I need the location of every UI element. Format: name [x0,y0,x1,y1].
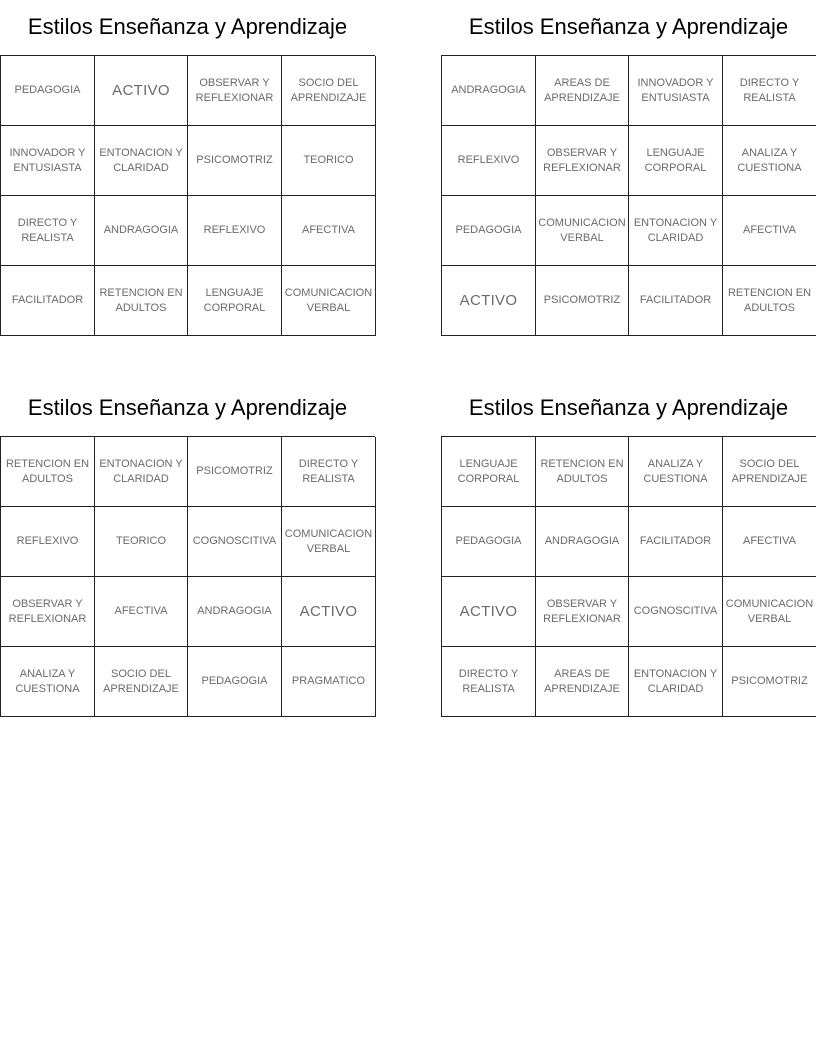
grid-cell: LENGUAJE CORPORAL [442,437,536,507]
grid-cell: OBSERVAR Y REFLEXIONAR [1,577,95,647]
grid-cell: ENTONACION Y CLARIDAD [95,126,188,196]
grid-cell: COMUNICACION VERBAL [282,266,376,336]
grid-cell: REFLEXIVO [442,126,536,196]
grid-cell: INNOVADOR Y ENTUSIASTA [1,126,95,196]
grid-cell: ANDRAGOGIA [536,507,629,577]
grid-cell: OBSERVAR Y REFLEXIONAR [536,577,629,647]
grid-cell: RETENCION EN ADULTOS [95,266,188,336]
grid-cell: ENTONACION Y CLARIDAD [95,437,188,507]
grid-cell: REFLEXIVO [188,196,282,266]
grid-cell: COMUNICACION VERBAL [723,577,816,647]
grid-cell: RETENCION EN ADULTOS [723,266,816,336]
grid-cell: ANDRAGOGIA [95,196,188,266]
grid-cell: FACILITADOR [629,266,723,336]
grid-cell: PEDAGOGIA [188,647,282,717]
grid-cell: TEORICO [282,126,376,196]
grid-cell: DIRECTO Y REALISTA [282,437,376,507]
bingo-card-3 [0,381,375,717]
grid-cell: AFECTIVA [282,196,376,266]
grid-cell: DIRECTO Y REALISTA [1,196,95,266]
grid-cell: ACTIVO [282,577,376,647]
bingo-card-1 [0,0,375,336]
bingo-card-4 [441,381,816,717]
grid-cell: ACTIVO [95,56,188,126]
grid-cell: PSICOMOTRIZ [536,266,629,336]
grid-cell: SOCIO DEL APRENDIZAJE [282,56,376,126]
bingo-grid [441,55,816,336]
grid-cell: DIRECTO Y REALISTA [442,647,536,717]
bingo-grid [441,436,816,717]
grid-cell: PEDAGOGIA [442,507,536,577]
grid-cell: FACILITADOR [1,266,95,336]
grid-cell: AREAS DE APRENDIZAJE [536,56,629,126]
grid-cell: ENTONACION Y CLARIDAD [629,647,723,717]
grid-cell: AFECTIVA [95,577,188,647]
card-title: Estilos Enseñanza y Aprendizaje [468,395,789,420]
card-title: Estilos Enseñanza y Aprendizaje [27,14,348,39]
grid-cell: PSICOMOTRIZ [723,647,816,717]
grid-cell: ANDRAGOGIA [188,577,282,647]
grid-cell: ANALIZA Y CUESTIONA [723,126,816,196]
grid-cell: SOCIO DEL APRENDIZAJE [95,647,188,717]
grid-cell: SOCIO DEL APRENDIZAJE [723,437,816,507]
grid-cell: COMUNICACION VERBAL [282,507,376,577]
grid-cell: COGNOSCITIVA [629,577,723,647]
grid-cell: AFECTIVA [723,507,816,577]
grid-cell: RETENCION EN ADULTOS [1,437,95,507]
grid-cell: TEORICO [95,507,188,577]
grid-cell: OBSERVAR Y REFLEXIONAR [188,56,282,126]
bingo-grid [0,436,375,717]
grid-cell: RETENCION EN ADULTOS [536,437,629,507]
grid-cell: PRAGMATICO [282,647,376,717]
grid-cell: COMUNICACION VERBAL [536,196,629,266]
grid-cell: ANALIZA Y CUESTIONA [1,647,95,717]
grid-cell: LENGUAJE CORPORAL [629,126,723,196]
grid-cell: AFECTIVA [723,196,816,266]
grid-cell: ACTIVO [442,266,536,336]
grid-cell: ACTIVO [442,577,536,647]
grid-cell: FACILITADOR [629,507,723,577]
grid-cell: DIRECTO Y REALISTA [723,56,816,126]
grid-cell: REFLEXIVO [1,507,95,577]
bingo-grid [0,55,375,336]
grid-cell: PSICOMOTRIZ [188,126,282,196]
card-title: Estilos Enseñanza y Aprendizaje [468,14,789,39]
grid-cell: PSICOMOTRIZ [188,437,282,507]
card-title: Estilos Enseñanza y Aprendizaje [27,395,348,420]
grid-cell: COGNOSCITIVA [188,507,282,577]
grid-cell: ANDRAGOGIA [442,56,536,126]
grid-cell: PEDAGOGIA [442,196,536,266]
grid-cell: ANALIZA Y CUESTIONA [629,437,723,507]
grid-cell: AREAS DE APRENDIZAJE [536,647,629,717]
grid-cell: ENTONACION Y CLARIDAD [629,196,723,266]
grid-cell: INNOVADOR Y ENTUSIASTA [629,56,723,126]
grid-cell: PEDAGOGIA [1,56,95,126]
grid-cell: LENGUAJE CORPORAL [188,266,282,336]
bingo-card-2 [441,0,816,336]
grid-cell: OBSERVAR Y REFLEXIONAR [536,126,629,196]
